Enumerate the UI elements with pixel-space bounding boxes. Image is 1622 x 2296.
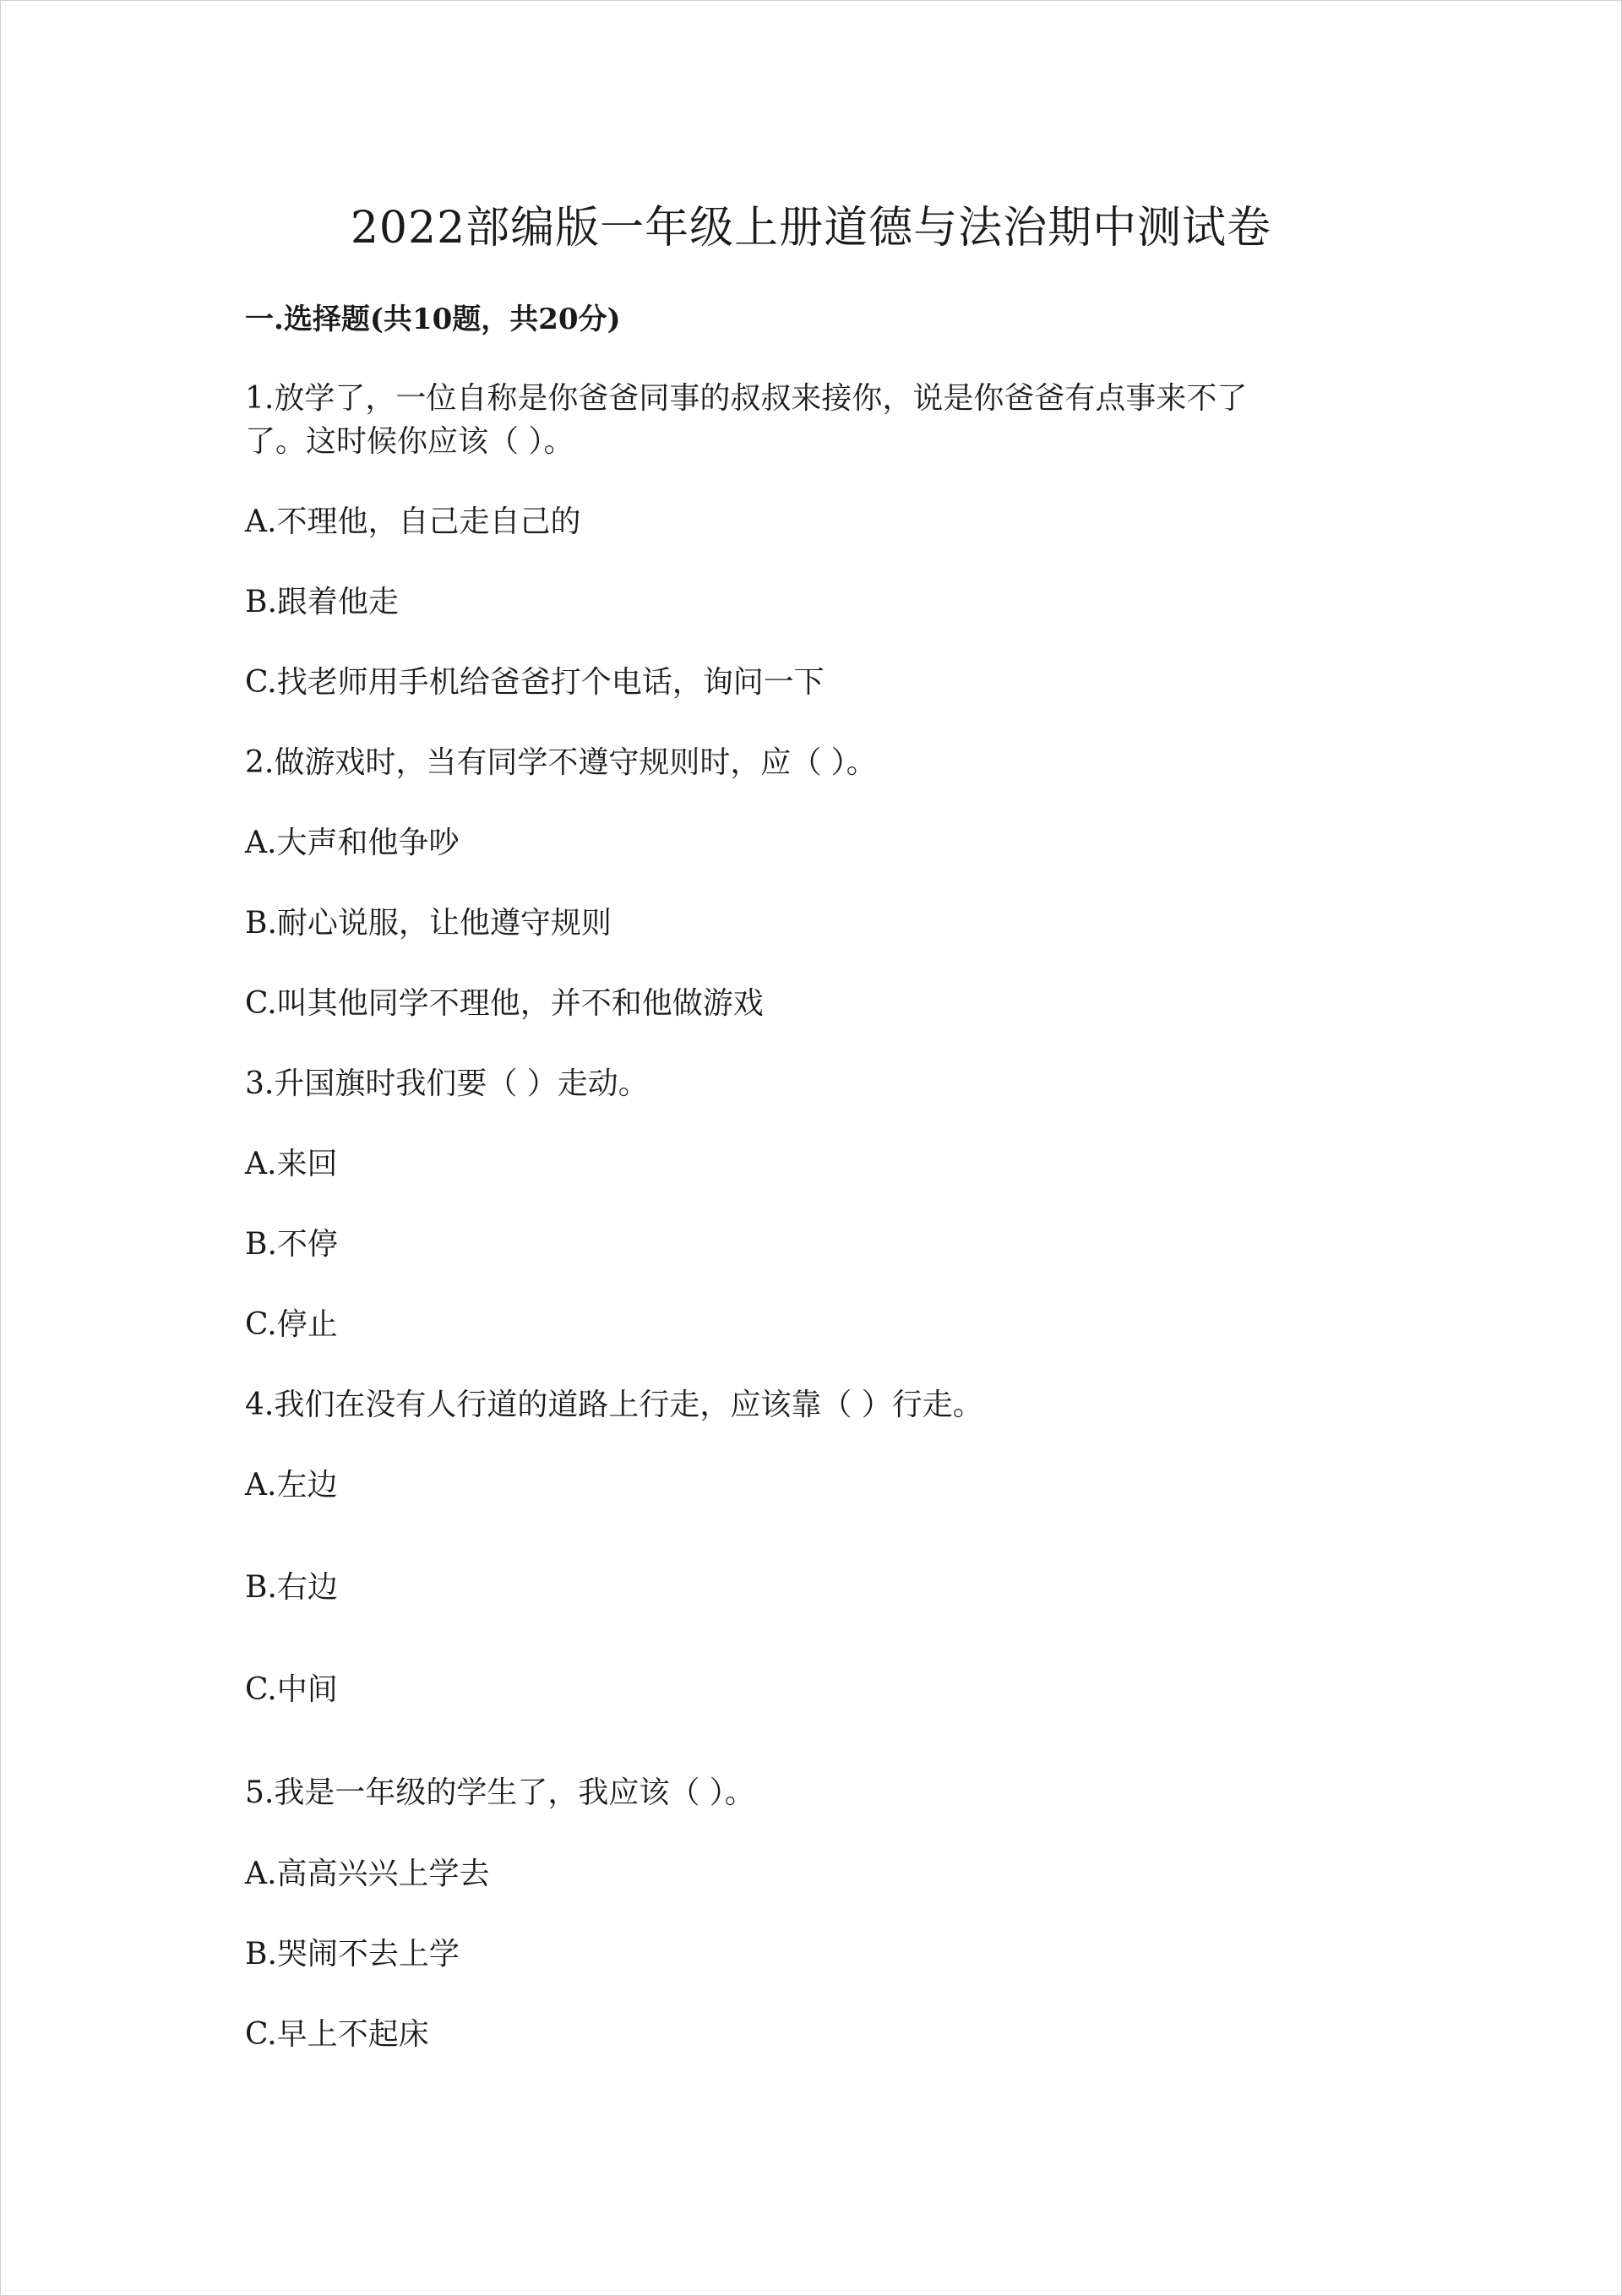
question-1-stem-line-2: 了。这时候你应该（ ）。 <box>245 424 574 459</box>
question-1-option-c: C.找老师用手机给爸爸打个电话，询问一下 <box>245 665 825 700</box>
question-5-option-b: B.哭闹不去上学 <box>245 1937 460 1972</box>
question-3-option-c: C.停止 <box>245 1307 338 1342</box>
question-5-stem: 5.我是一年级的学生了，我应该（ ）。 <box>245 1775 755 1810</box>
question-3-option-b: B.不停 <box>245 1227 338 1262</box>
question-4-option-a: A.左边 <box>245 1468 338 1502</box>
question-2-option-a: A.大声和他争吵 <box>245 826 460 860</box>
section-heading: 一.选择题(共10题，共20分) <box>245 303 621 336</box>
question-4-option-b: B.右边 <box>245 1570 338 1605</box>
question-1-option-a: A.不理他，自己走自己的 <box>245 504 581 539</box>
question-1-stem-line-1: 1.放学了，一位自称是你爸爸同事的叔叔来接你，说是你爸爸有点事来不了 <box>245 381 1248 416</box>
question-2-option-b: B.耐心说服，让他遵守规则 <box>245 906 612 941</box>
page-title: 2022部编版一年级上册道德与法治期中测试卷 <box>350 203 1272 254</box>
question-2-option-c: C.叫其他同学不理他，并不和他做游戏 <box>245 986 764 1021</box>
question-4-stem: 4.我们在没有人行道的道路上行走，应该靠（ ）行走。 <box>245 1388 983 1422</box>
question-4-option-c: C.中间 <box>245 1672 338 1707</box>
question-5-option-a: A.高高兴兴上学去 <box>245 1857 490 1891</box>
question-2-stem: 2.做游戏时，当有同学不遵守规则时，应（ ）。 <box>245 745 877 780</box>
question-3-stem: 3.升国旗时我们要（ ）走动。 <box>245 1066 649 1101</box>
question-3-option-a: A.来回 <box>245 1147 338 1181</box>
question-5-option-c: C.早上不起床 <box>245 2017 429 2052</box>
question-1-option-b: B.跟着他走 <box>245 585 399 619</box>
